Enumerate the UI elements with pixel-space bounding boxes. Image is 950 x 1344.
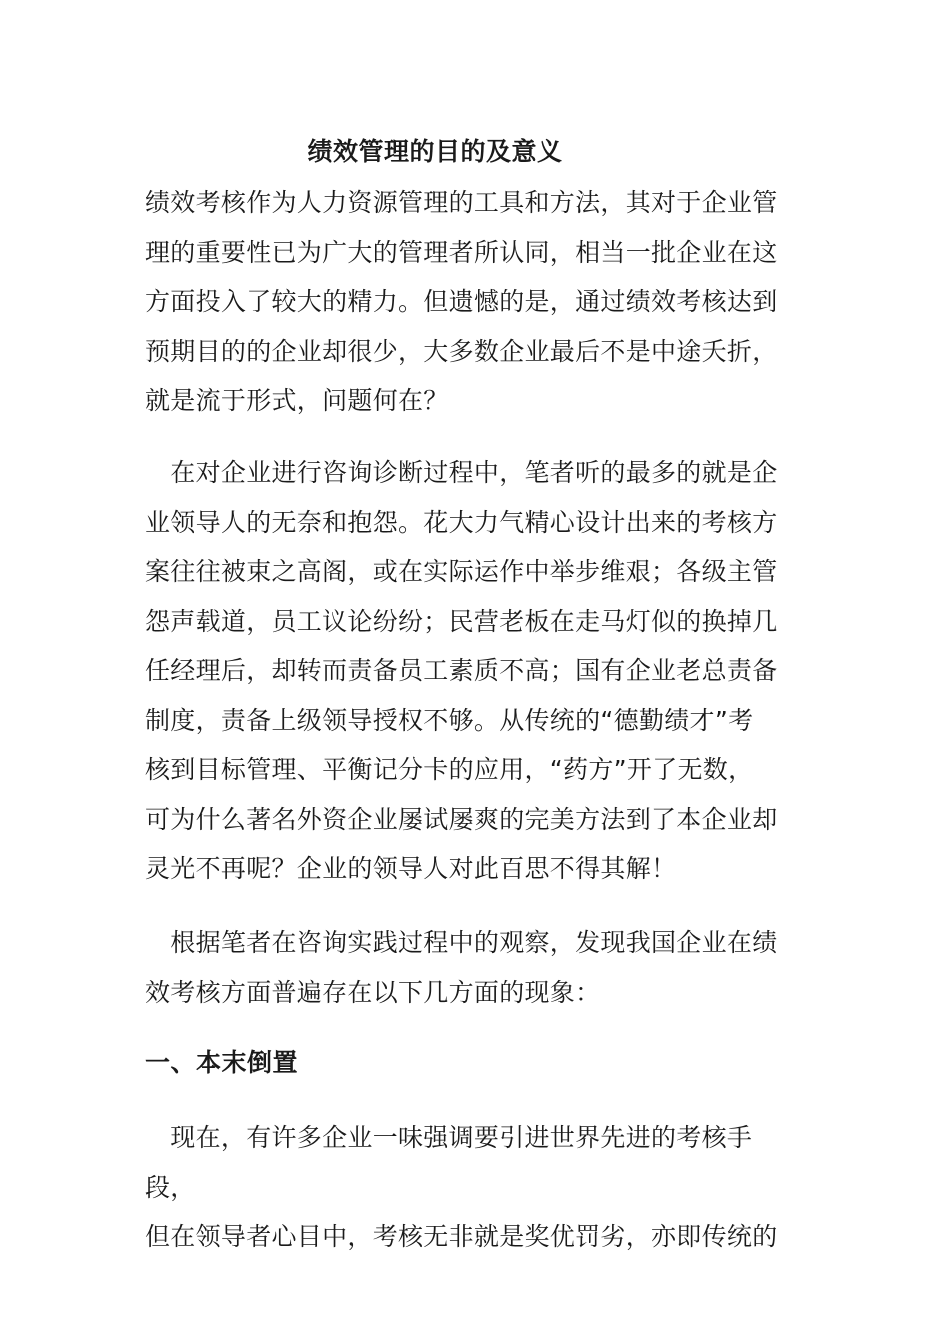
document-title: 绩效管理的目的及意义 <box>307 137 563 166</box>
paragraph-consulting: 在对企业进行咨询诊断过程中，笔者听的最多的就是企 业领导人的无奈和抱怨。花大力气精心设计出来的考核方 案往往被束之高阁，或在实际运作中举步维艰；各级主管 怨声载道，员工议论纷纷；民营老板在走马灯似的换掉几 任经理后，却转而责备员工素质不高；国有企业老总责备 制度，责备上级领导授权不够。从传统的“德勤绩才”考 核到目标管理、平衡记分卡的应用，“药方”开了无数， 可为什么著名外资企业屡试屡爽的完美方法到了本企业却 灵光不再呢？企业的领导人对此百思不得其解！ <box>145 458 778 883</box>
section-heading: 一、本末倒置 <box>145 1048 299 1077</box>
paragraph-section-body: 现在，有许多企业一味强调要引进世界先进的考核手段， 但在领导者心目中，考核无非就是奖优罚劣，亦即传统的 <box>145 1123 778 1251</box>
paragraph-intro: 绩效考核作为人力资源管理的工具和方法，其对于企业管 理的重要性已为广大的管理者所认同，相当一批企业在这 方面投入了较大的精力。但遗憾的是，通过绩效考核达到 预期目的的企业却很少，大多数企业最后不是中途夭折， 就是流于形式，问题何在？ <box>145 188 778 415</box>
paragraph-observation: 根据笔者在咨询实践过程中的观察，发现我国企业在绩 效考核方面普遍存在以下几方面的现象： <box>145 928 778 1007</box>
